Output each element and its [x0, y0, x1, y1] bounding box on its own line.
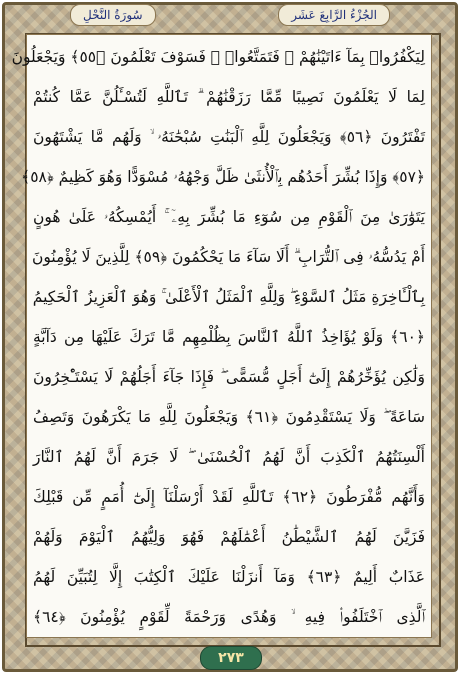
- juz-label: الجُزْءُ الرَّابِعَ عَشَر: [278, 4, 390, 26]
- verse-line: ﴿٦٠﴾ وَلَوْ يُؤَاخِذُ ٱللَّهُ ٱلنَّاسَ بِظُلْمِهِم مَّا تَرَكَ عَلَيْهَا مِن دَآبَّةٍ: [33, 328, 425, 346]
- verse-line: أَلْسِنَتُهُمُ ٱلْكَذِبَ أَنَّ لَهُمُ ٱلْحُسْنَىٰ ۖ لَا جَرَمَ أَنَّ لَهُمُ ٱلنَّارَ: [33, 448, 425, 466]
- verse-line: بِٱلْـَٔاخِرَةِ مَثَلُ ٱلسَّوْءِ ۖ وَلِلَّهِ ٱلْمَثَلُ ٱلْأَعْلَىٰ ۚ وَهُوَ ٱلْعَزِيزُ ٱلْحَكِيمُ: [32, 288, 425, 306]
- surah-label: سُورَةُ النَّحْلِ: [70, 4, 156, 26]
- verse-line: ﴿٥٧﴾ وَإِذَا بُشِّرَ أَحَدُهُم بِٱلْأُنثَىٰ ظَلَّ وَجْهُهُۥ مُسْوَدًّا وَهُوَ كَظِيمٌ ﴿٥٨﴾: [21, 168, 425, 186]
- page-number: ٢٧٣: [200, 646, 262, 670]
- verse-text-panel: [11, 34, 432, 638]
- verse-line: يَتَوَٰرَىٰ مِنَ ٱلْقَوْمِ مِن سُوٓءِ مَا بُشِّرَ بِهِۦٓ ۚ أَيُمْسِكُهُۥ عَلَىٰ هُونٍ: [33, 208, 425, 226]
- verse-line: وَأَنَّهُم مُّفْرَطُونَ ﴿٦٢﴾ تَٱللَّهِ لَقَدْ أَرْسَلْنَآ إِلَىٰٓ أُمَمٍ مِّن قَبْلِكَ: [33, 488, 425, 506]
- verse-line: ٱلَّذِى ٱخْتَلَفُوا۟ فِيهِ ۙ وَهُدًى وَرَحْمَةً لِّقَوْمٍ يُؤْمِنُونَ ﴿٦٤﴾: [33, 608, 425, 626]
- verse-line: سَاعَةً ۖ وَلَا يَسْتَقْدِمُونَ ﴿٦١﴾ وَيَجْعَلُونَ لِلَّهِ مَا يَكْرَهُونَ وَتَصِفُ: [33, 408, 425, 426]
- verse-line: أَمْ يَدُسُّهُۥ فِى ٱلتُّرَابِ ۗ أَلَا سَآءَ مَا يَحْكُمُونَ ﴿٥٩﴾ لِلَّذِينَ لَا يُؤْمِنُونَ: [32, 248, 425, 266]
- verse-line: لِمَا لَا يَعْلَمُونَ نَصِيبًا مِّمَّا رَزَقْنَٰهُمْ ۗ تَٱللَّهِ لَتُسْـَٔلُنَّ عَمَّا كُنتُمْ: [33, 88, 425, 106]
- verse-line: لِيَكْفُرُوا۟ بِمَآ ءَاتَيْنَٰهُمْ ۚ فَتَمَتَّعُوا۟ ۖ فَسَوْفَ تَعْلَمُونَ ﴿٥٥﴾ وَيَجْعَلُونَ: [11, 48, 425, 66]
- verse-line: فَزَيَّنَ لَهُمُ ٱلشَّيْطَٰنُ أَعْمَٰلَهُمْ فَهُوَ وَلِيُّهُمُ ٱلْيَوْمَ وَلَهُمْ: [33, 528, 425, 546]
- verse-line: وَلَٰكِن يُؤَخِّرُهُمْ إِلَىٰٓ أَجَلٍ مُّسَمًّى ۖ فَإِذَا جَآءَ أَجَلُهُمْ لَا يَسْتَـْٔخِرُونَ: [33, 368, 425, 386]
- verse-line: تَفْتَرُونَ ﴿٥٦﴾ وَيَجْعَلُونَ لِلَّهِ ٱلْبَنَٰتِ سُبْحَٰنَهُۥ ۙ وَلَهُم مَّا يَشْتَهُونَ: [33, 128, 426, 146]
- verse-line: عَذَابٌ أَلِيمٌ ﴿٦٣﴾ وَمَآ أَنزَلْنَا عَلَيْكَ ٱلْكِتَٰبَ إِلَّا لِتُبَيِّنَ لَهُمُ: [33, 568, 425, 586]
